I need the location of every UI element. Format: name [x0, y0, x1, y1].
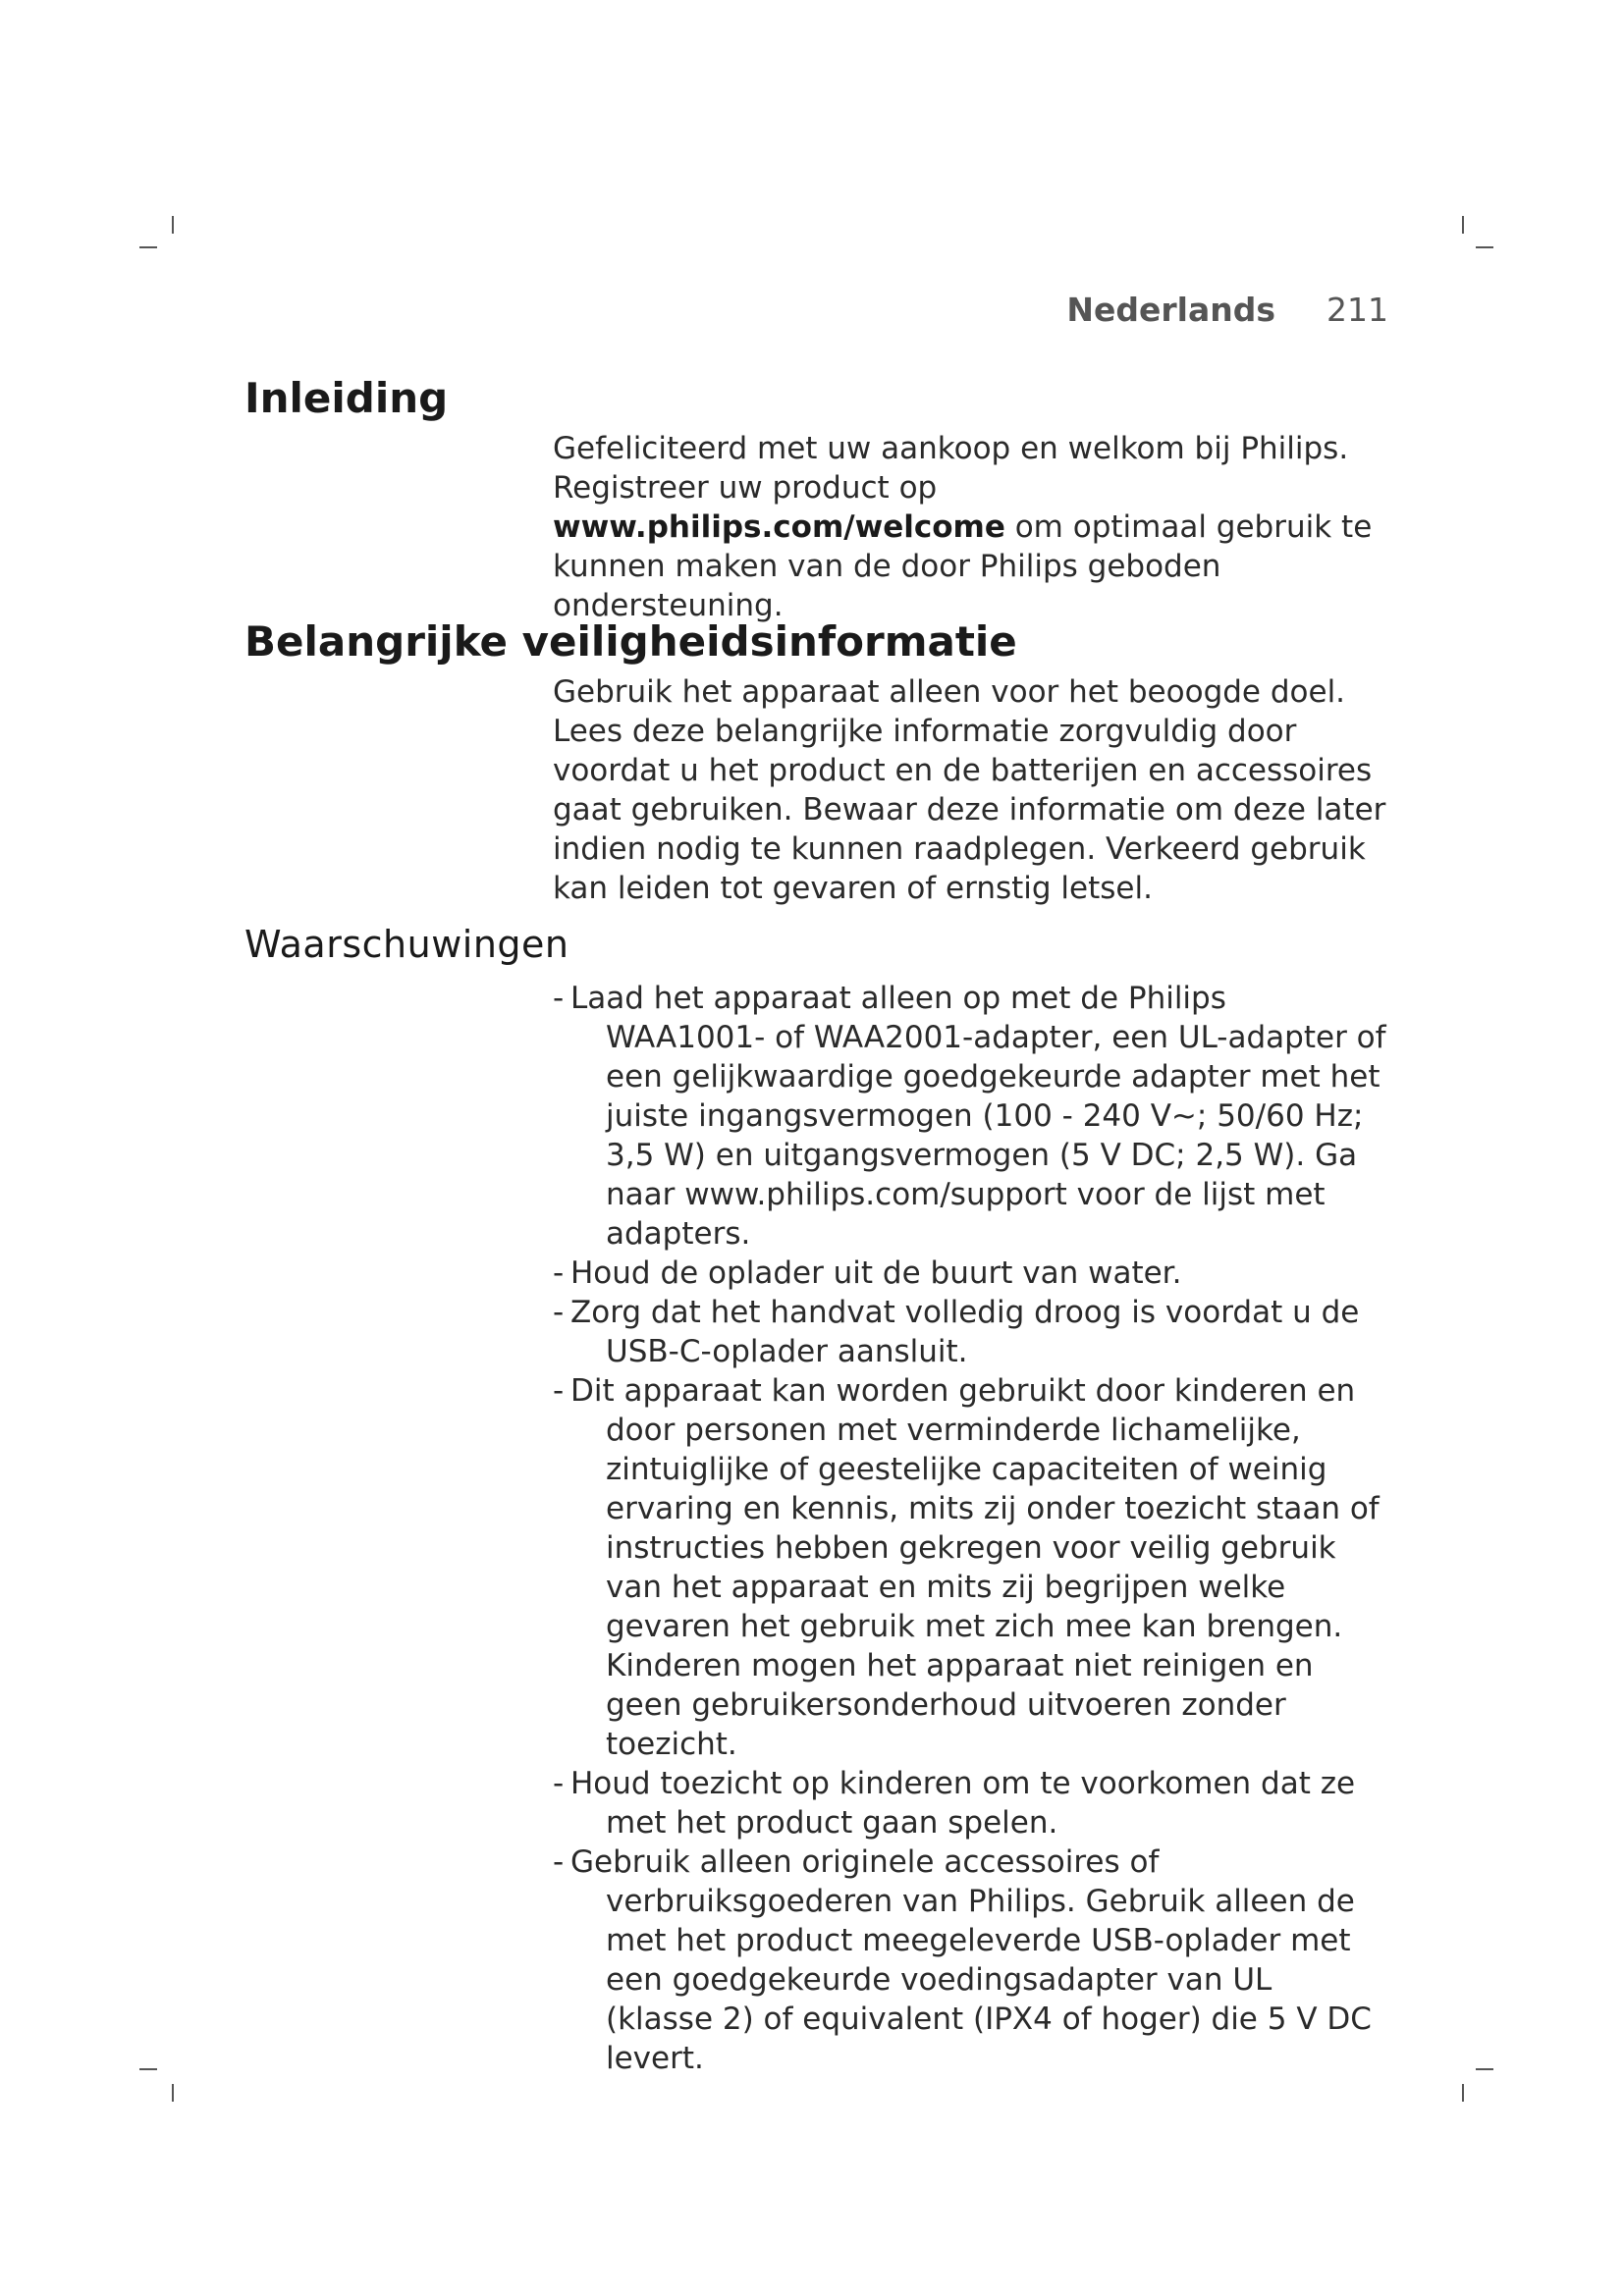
- list-item: - Houd de oplader uit de buurt van water.: [553, 1255, 1182, 1291]
- page-header: [1066, 291, 1388, 329]
- page-number: 211: [1326, 291, 1388, 329]
- crop-mark-bottom-left-v: [172, 2084, 174, 2102]
- crop-mark-top-left-h: [139, 246, 157, 248]
- intro-title: Inleiding: [244, 374, 449, 422]
- crop-mark-bottom-right-h: [1476, 2068, 1493, 2070]
- intro-paragraph: [553, 429, 1387, 625]
- welcome-link[interactable]: www.philips.com/welcome: [553, 509, 1005, 545]
- intro-text-after-link: om optimaal gebruik te kunnen maken van de door Philips geboden ondersteuning.: [553, 509, 1373, 623]
- list-item: - Laad het apparaat alleen op met de Philips WAA1001- of WAA2001-adapter, een UL-adapter of een gelijkwaardige goedgekeurde adapter met het juiste ingangsvermogen (100 - 240 V~; 50/60 Hz; 3,5 W) en uitgangsvermogen (5 V DC; 2,5 W). Ga naar www.philips.com/support voor de lijst met adapters.: [553, 981, 1386, 1252]
- crop-mark-top-left-v: [172, 216, 174, 234]
- list-item: - Gebruik alleen originele accessoires of verbruiksgoederen van Philips. Gebruik alleen de met het product meegeleverde USB-oplader met een goedgekeurde voedingsadapter van UL (klasse 2) of equivalent (IPX4 of hoger) die 5 V DC levert.: [553, 1844, 1372, 2076]
- list-item: - Dit apparaat kan worden gebruikt door kinderen en door personen met verminderde lichamelijke, zintuiglijke of geestelijke capaciteiten of weinig ervaring en kennis, mits zij onder toezicht staan of instructies hebben gekregen voor veilig gebruik van het apparaat en mits zij begrijpen welke gevaren het gebruik met zich mee kan brengen. Kinderen mogen het apparaat niet reinigen en geen gebruikersonderhoud uitvoeren zonder toezicht.: [553, 1373, 1380, 1762]
- crop-mark-top-right-h: [1476, 246, 1493, 248]
- safety-paragraph: Gebruik het apparaat alleen voor het beoogde doel. Lees deze belangrijke informatie zorgvuldig door voordat u het product en de batterijen en accessoires gaat gebruiken. Bewaar deze informatie om deze later indien nodig te kunnen raadplegen. Verkeerd gebruik kan leiden tot gevaren of ernstig letsel.: [553, 674, 1386, 906]
- warnings-title: Waarschuwingen: [244, 923, 569, 966]
- crop-mark-bottom-left-h: [139, 2068, 157, 2070]
- crop-mark-bottom-right-v: [1462, 2084, 1464, 2102]
- warnings-list: [553, 979, 1387, 2078]
- header-language: Nederlands: [1066, 291, 1275, 329]
- list-item: - Houd toezicht op kinderen om te voorkomen dat ze met het product gaan spelen.: [553, 1766, 1356, 1841]
- safety-title: Belangrijke veiligheidsinformatie: [244, 617, 1017, 666]
- list-item: - Zorg dat het handvat volledig droog is voordat u de USB-C-oplader aansluit.: [553, 1295, 1360, 1369]
- crop-mark-top-right-v: [1462, 216, 1464, 234]
- intro-text-before-link: Gefeliciteerd met uw aankoop en welkom bij Philips. Registreer uw product op: [553, 431, 1349, 506]
